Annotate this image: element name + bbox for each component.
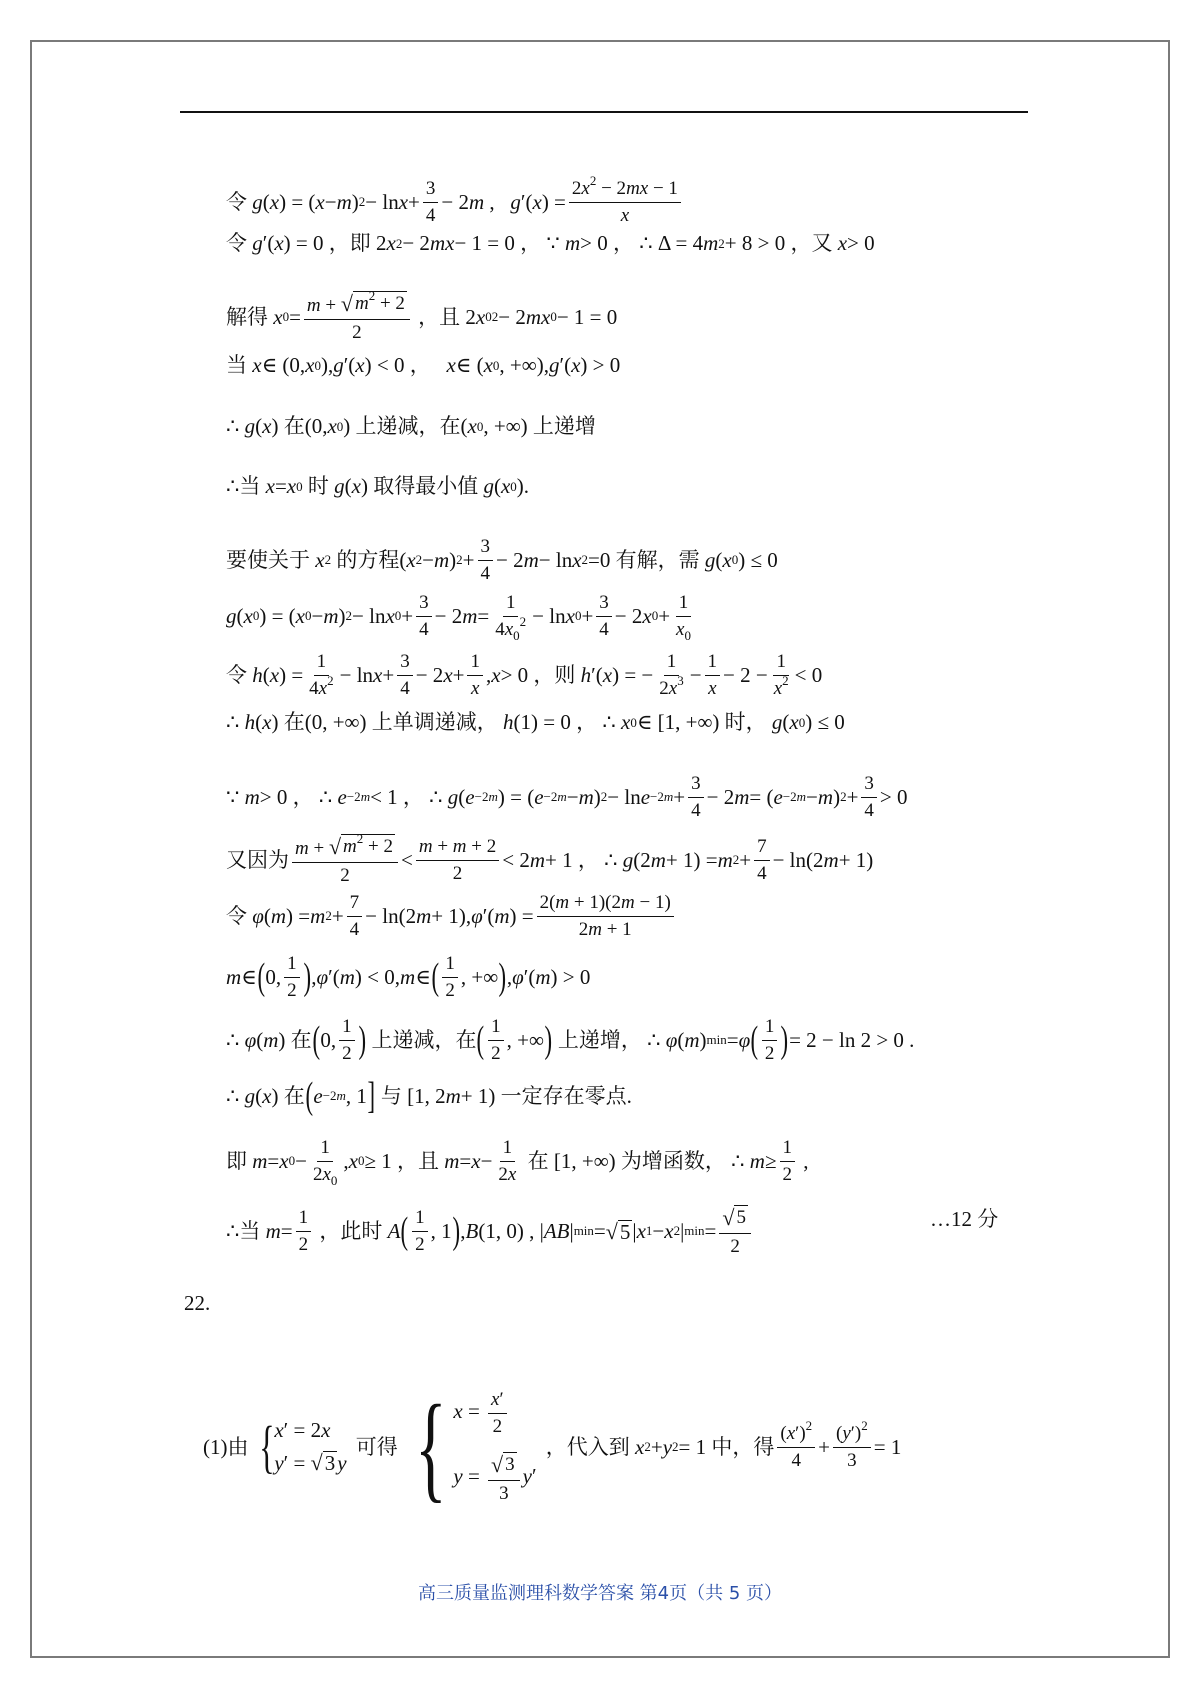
score-mark: …12 分 — [930, 1207, 999, 1231]
header-rule — [180, 111, 1028, 113]
line-g-x0: g ( x 0 ) = ( x 0 − m ) 2 − ln x 0 + $\frac{3}{4}$ − 2 m = $\frac{1}{4x_0^2}$ − ln x 0 + $\frac{3}{4}$ − 2 x 0 + $\frac{1}{x_0}$ — [226, 592, 691, 643]
line-monotonic: ∴ g ( x ) 在 (0, x 0 ) 上递减，在 ( x 0 , +∞) 上递增 — [226, 414, 596, 438]
line-g-definition: 令 g ( x ) = ( x − m ) 2 − ln x + $\frac{3}{4}$ − 2 m , g ′( x ) = $\frac{2x^2 - 2mx - 1}{x}$ — [226, 178, 684, 227]
line-phi-definition: 令 φ ( m ) = m 2 + $\frac{7}{4}$ − ln(2 m + 1), φ ′( m ) = $\frac{2(m + 1)(2m - 1)}{2m + 1}$ — [226, 892, 677, 941]
system-inverse: { x = $\frac{x'}{2}$ y = √ 3 3 y′ — [414, 1380, 537, 1513]
line-m-relation: 即 m = x 0 − $\frac{1}{2x_0}$ , x 0 ≥ 1 ，且 m = x − $\frac{1}{2x}$ 在 [1, +∞) 为增函数， ∴ m ≥ $\frac{1}{2}$ , — [226, 1137, 809, 1188]
line-bound: 又因为 m + √ $m^2 + 2$ 2 < $\frac{m + m + 2}{2}$ < 2 m + 1 ， ∴ g (2 m + 1) = m 2 + $\frac{7}{4}$ − ln(2 m + 1) — [226, 831, 874, 886]
question-number: 22. — [184, 1291, 211, 1315]
line-minimum: ∴ 当 x = x 0 时 g ( x ) 取得最小值 g ( x 0 ). — [226, 474, 530, 498]
line-h-definition: 令 h ( x ) = $\frac{1}{4x^2}$ − ln x + $\frac{3}{4}$ − 2 x + $\frac{1}{x}$ , x > 0 ，则 h ′( x ) = − $\frac{1}{2x^3}$ − $\frac{1}{x}$ − 2 − $\frac{1}{x^2}$ < 0 — [226, 651, 823, 699]
line-final-answer: ∴ 当 m = $\frac{1}{2}$ ，此时 A ( $\frac{1}{2}$ , 1 ) , B (1, 0) , | AB | min = √ 5 | x 1 − x 2 | min = √ 5 2 — [226, 1205, 754, 1258]
line-phi-sign: m ∈ ( 0, $\frac{1}{2}$ ) , φ ′( m ) < 0, m ∈ ( $\frac{1}{2}$ , +∞ ) , φ ′( m ) > 0 — [226, 953, 591, 1001]
line-solve-x0: 解得 x 0 = m + √ $m^2 + 2$ 2 ，且 2 x 0 2 − 2 mx 0 − 1 = 0 — [226, 288, 618, 343]
line-phi-min: ∴ φ ( m ) 在 ( 0, $\frac{1}{2}$ ) 上递减，在 ( $\frac{1}{2}$ , +∞ ) 上递增， ∴ φ ( m ) min = φ ( $\frac{1}{2}$ ) = 2 − ln 2 > 0 . — [226, 1016, 915, 1064]
line-e-value: ∵ m > 0 ， ∴ e −2m < 1 ， ∴ g ( e −2m ) = ( e −2m − m ) 2 − ln e −2m + $\frac{3}{4}$ − 2 m = ( e −2m − m ) 2 + $\frac{3}{4}$ > 0 — [226, 773, 908, 821]
page-footer: 高三质量监测理科数学答案 第4页（共 5 页） — [417, 1583, 783, 1604]
system-transform: { x′ = 2x y′ = √ 3 y — [258, 1414, 347, 1479]
line-part-1: (1)由 { x′ = 2x y′ = √ 3 y 可得 { x = $\frac{x'}{2}$ y = √ 3 3 y′ ，代入到 x 2 + y 2 = 1 中，得 $\frac{(x')^2}{4}$ + $\frac{(y')^2}{3}$ = 1 — [203, 1380, 902, 1513]
line-h-monotonic: ∴ h ( x ) 在 (0, +∞) 上单调递减， h (1) = 0 ， ∴ x 0 ∈ [1, +∞) 时， g ( x 0 ) ≤ 0 — [226, 710, 845, 734]
line-derivative-zero: 令 g ′( x ) = 0 ，即 2 x 2 − 2 mx − 1 = 0 ， ∵ m > 0 ， ∴ Δ = 4 m 2 + 8 > 0 ，又 x > 0 — [226, 231, 875, 255]
line-zero-exists: ∴ g ( x ) 在 ( e −2m , 1 ] 与 [1, 2 m + 1) 一定存在零点. — [226, 1075, 632, 1117]
line-sign-intervals: 当 x ∈ (0, x 0 ), g ′( x ) < 0 ， x ∈ ( x 0 , +∞), g ′( x ) > 0 — [226, 353, 621, 377]
line-equation-condition: 要使关于 x 2 的方程 ( x 2 − m ) 2 + $\frac{3}{4}$ − 2 m − ln x 2 =0 有解，需 g ( x 0 ) ≤ 0 — [226, 536, 778, 584]
